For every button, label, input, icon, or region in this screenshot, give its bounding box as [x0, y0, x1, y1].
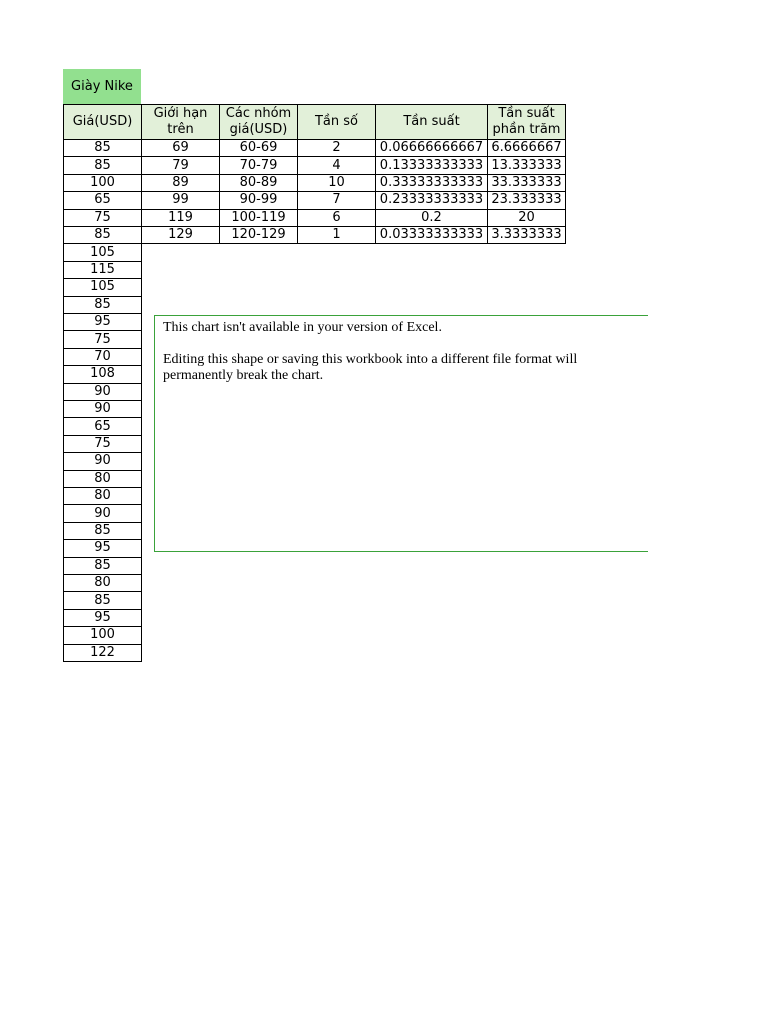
upper-limit-cell[interactable]: 69: [141, 139, 220, 157]
header-price: Giá(USD): [63, 104, 142, 140]
price-cell[interactable]: 122: [63, 644, 142, 662]
price-cell[interactable]: 75: [63, 330, 142, 348]
header-upper-limit: Giới hạn trên: [141, 104, 220, 140]
price-cell[interactable]: 105: [63, 278, 142, 296]
frequency-cell[interactable]: 10: [297, 174, 376, 192]
price-cell[interactable]: 85: [63, 139, 142, 157]
header-relative-frequency: Tần suất: [375, 104, 488, 140]
header-frequency: Tần số: [297, 104, 376, 140]
price-cell[interactable]: 70: [63, 348, 142, 366]
relative-frequency-cell[interactable]: 0.06666666667: [375, 139, 488, 157]
header-percent-frequency: Tần suất phần trăm: [487, 104, 566, 140]
price-cell[interactable]: 75: [63, 209, 142, 227]
relative-frequency-cell[interactable]: 0.23333333333: [375, 191, 488, 209]
upper-limit-cell[interactable]: 119: [141, 209, 220, 227]
price-cell[interactable]: 65: [63, 191, 142, 209]
price-cell[interactable]: 90: [63, 452, 142, 470]
price-cell[interactable]: 115: [63, 261, 142, 279]
price-cell[interactable]: 85: [63, 226, 142, 244]
frequency-cell[interactable]: 1: [297, 226, 376, 244]
percent-frequency-cell[interactable]: 33.333333: [487, 174, 566, 192]
sheet-title: Giày Nike: [63, 69, 141, 104]
price-cell[interactable]: 95: [63, 313, 142, 331]
price-cell[interactable]: 95: [63, 609, 142, 627]
price-cell[interactable]: 100: [63, 626, 142, 644]
price-group-cell[interactable]: 90-99: [219, 191, 298, 209]
price-cell[interactable]: 75: [63, 435, 142, 453]
relative-frequency-cell[interactable]: 0.33333333333: [375, 174, 488, 192]
price-group-cell[interactable]: 60-69: [219, 139, 298, 157]
price-cell[interactable]: 85: [63, 296, 142, 314]
chart-placeholder-message: [163, 320, 648, 400]
price-group-cell[interactable]: 120-129: [219, 226, 298, 244]
price-cell[interactable]: 80: [63, 470, 142, 488]
upper-limit-cell[interactable]: 99: [141, 191, 220, 209]
frequency-cell[interactable]: 4: [297, 156, 376, 174]
chart-unavailable-text: This chart isn't available in your version of Excel.: [163, 320, 442, 335]
price-cell[interactable]: 95: [63, 539, 142, 557]
header-price-group: Các nhóm giá(USD): [219, 104, 298, 140]
price-cell[interactable]: 85: [63, 591, 142, 609]
upper-limit-cell[interactable]: 79: [141, 156, 220, 174]
price-group-cell[interactable]: 100-119: [219, 209, 298, 227]
price-cell[interactable]: 108: [63, 365, 142, 383]
price-cell[interactable]: 80: [63, 574, 142, 592]
price-group-cell[interactable]: 80-89: [219, 174, 298, 192]
percent-frequency-cell[interactable]: 23.333333: [487, 191, 566, 209]
relative-frequency-cell[interactable]: 0.03333333333: [375, 226, 488, 244]
price-cell[interactable]: 90: [63, 400, 142, 418]
upper-limit-cell[interactable]: 89: [141, 174, 220, 192]
price-cell[interactable]: 105: [63, 243, 142, 261]
price-cell[interactable]: 85: [63, 522, 142, 540]
percent-frequency-cell[interactable]: 20: [487, 209, 566, 227]
relative-frequency-cell[interactable]: 0.13333333333: [375, 156, 488, 174]
chart-warning-text: Editing this shape or saving this workbook into a different file format will permanently break the chart.: [163, 352, 578, 383]
price-cell[interactable]: 90: [63, 383, 142, 401]
price-cell[interactable]: 80: [63, 487, 142, 505]
price-cell[interactable]: 90: [63, 504, 142, 522]
relative-frequency-cell[interactable]: 0.2: [375, 209, 488, 227]
price-cell[interactable]: 85: [63, 557, 142, 575]
price-group-cell[interactable]: 70-79: [219, 156, 298, 174]
frequency-cell[interactable]: 2: [297, 139, 376, 157]
frequency-cell[interactable]: 6: [297, 209, 376, 227]
upper-limit-cell[interactable]: 129: [141, 226, 220, 244]
percent-frequency-cell[interactable]: 6.6666667: [487, 139, 566, 157]
frequency-cell[interactable]: 7: [297, 191, 376, 209]
price-cell[interactable]: 65: [63, 417, 142, 435]
price-cell[interactable]: 85: [63, 156, 142, 174]
price-cell[interactable]: 100: [63, 174, 142, 192]
percent-frequency-cell[interactable]: 13.333333: [487, 156, 566, 174]
percent-frequency-cell[interactable]: 3.3333333: [487, 226, 566, 244]
